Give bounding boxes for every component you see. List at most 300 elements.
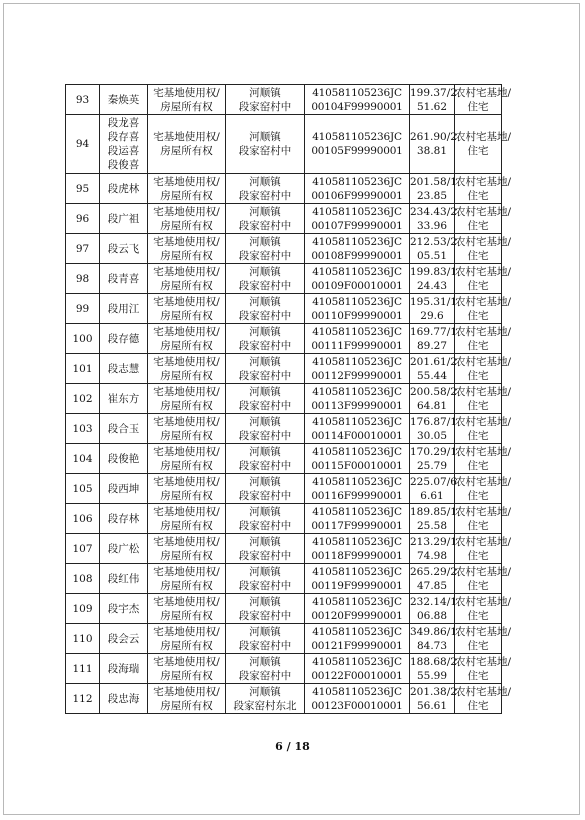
cell-area-line: 25.58 bbox=[416, 519, 448, 532]
cell-location bbox=[226, 564, 305, 594]
cell-owner-name-line: 段云飞 bbox=[107, 242, 140, 255]
cell-right-type bbox=[148, 85, 226, 115]
cell-area bbox=[410, 354, 455, 384]
cell-usage-line: 农村宅基地/ bbox=[455, 685, 512, 698]
cell-unit-code bbox=[305, 414, 410, 444]
table-row bbox=[66, 384, 502, 414]
cell-area bbox=[410, 234, 455, 264]
cell-area-line: 30.05 bbox=[416, 429, 448, 442]
cell-area-line: 199.83/1 bbox=[410, 265, 457, 278]
cell-unit-code bbox=[305, 85, 410, 115]
cell-area-line: 199.37/2 bbox=[410, 86, 457, 99]
cell-area bbox=[410, 444, 455, 474]
cell-right-type-line: 房屋所有权 bbox=[160, 609, 213, 622]
cell-unit-code-line: 00104F99990001 bbox=[311, 100, 403, 113]
cell-right-type-line: 房屋所有权 bbox=[160, 279, 213, 292]
cell-number: 100 bbox=[66, 324, 100, 354]
cell-location bbox=[226, 85, 305, 115]
cell-right-type bbox=[148, 624, 226, 654]
cell-right-type-line: 房屋所有权 bbox=[160, 189, 213, 202]
cell-owner-name bbox=[100, 234, 148, 264]
cell-usage-line: 农村宅基地/ bbox=[455, 595, 512, 608]
cell-usage-line: 农村宅基地/ bbox=[455, 535, 512, 548]
cell-area bbox=[410, 204, 455, 234]
cell-location-line: 河顺镇 bbox=[249, 625, 281, 638]
cell-area-line: 23.85 bbox=[416, 189, 448, 202]
cell-area bbox=[410, 684, 455, 714]
cell-number: 96 bbox=[66, 204, 100, 234]
cell-usage-line: 农村宅基地/ bbox=[455, 625, 512, 638]
cell-right-type-line: 宅基地使用权/ bbox=[153, 86, 220, 99]
cell-location-line: 河顺镇 bbox=[249, 86, 281, 99]
cell-right-type bbox=[148, 594, 226, 624]
cell-area bbox=[410, 174, 455, 204]
cell-area-line: 05.51 bbox=[416, 249, 448, 262]
cell-usage bbox=[455, 624, 512, 654]
cell-right-type-line: 宅基地使用权/ bbox=[153, 265, 220, 278]
cell-usage-line: 住宅 bbox=[467, 339, 489, 352]
cell-right-type-line: 房屋所有权 bbox=[160, 519, 213, 532]
cell-right-type-line: 房屋所有权 bbox=[160, 639, 213, 652]
cell-right-type bbox=[148, 264, 226, 294]
cell-unit-code bbox=[305, 444, 410, 474]
cell-unit-code bbox=[305, 504, 410, 534]
cell-right-type-line: 宅基地使用权/ bbox=[153, 685, 220, 698]
cell-usage-line: 农村宅基地/ bbox=[455, 415, 512, 428]
cell-owner-name-line: 段会云 bbox=[107, 632, 140, 645]
cell-right-type-line: 宅基地使用权/ bbox=[153, 295, 220, 308]
cell-right-type-line: 房屋所有权 bbox=[160, 429, 213, 442]
cell-unit-code-line: 00120F99990001 bbox=[311, 609, 403, 622]
cell-usage bbox=[455, 234, 512, 264]
cell-owner-name-line: 段运喜 bbox=[107, 145, 140, 157]
cell-location bbox=[226, 174, 305, 204]
cell-usage-line: 住宅 bbox=[467, 639, 489, 652]
cell-unit-code-line: 00105F99990001 bbox=[311, 145, 403, 157]
cell-area-line: 47.85 bbox=[416, 579, 448, 592]
cell-usage bbox=[455, 204, 512, 234]
cell-location bbox=[226, 414, 305, 444]
cell-right-type bbox=[148, 444, 226, 474]
cell-right-type-line: 宅基地使用权/ bbox=[153, 355, 220, 368]
cell-right-type bbox=[148, 384, 226, 414]
table-row bbox=[66, 534, 502, 564]
cell-right-type-line: 宅基地使用权/ bbox=[153, 325, 220, 338]
cell-unit-code-line: 410581105236JC bbox=[312, 565, 402, 578]
cell-usage-line: 农村宅基地/ bbox=[455, 655, 512, 668]
cell-right-type-line: 房屋所有权 bbox=[160, 309, 213, 322]
cell-location-line: 河顺镇 bbox=[249, 415, 281, 428]
cell-owner-name-line: 段红伟 bbox=[107, 572, 140, 585]
cell-right-type-line: 房屋所有权 bbox=[160, 459, 213, 472]
cell-usage-line: 农村宅基地/ bbox=[455, 385, 512, 398]
cell-unit-code-line: 410581105236JC bbox=[312, 685, 402, 698]
cell-owner-name-line: 段志慧 bbox=[107, 362, 140, 375]
table-row bbox=[66, 594, 502, 624]
cell-unit-code bbox=[305, 264, 410, 294]
cell-usage-line: 农村宅基地/ bbox=[455, 355, 512, 368]
cell-unit-code bbox=[305, 534, 410, 564]
cell-location-line: 段家窑村中 bbox=[238, 669, 292, 682]
cell-owner-name bbox=[100, 324, 148, 354]
cell-location-line: 河顺镇 bbox=[249, 445, 281, 458]
cell-location-line: 河顺镇 bbox=[249, 535, 281, 548]
cell-usage bbox=[455, 384, 512, 414]
cell-owner-name bbox=[100, 384, 148, 414]
cell-area-line: 189.85/1 bbox=[410, 505, 457, 518]
property-register-table bbox=[65, 84, 512, 714]
cell-unit-code bbox=[305, 234, 410, 264]
cell-area-line: 06.88 bbox=[416, 609, 448, 622]
cell-number: 102 bbox=[66, 384, 100, 414]
cell-number: 109 bbox=[66, 594, 100, 624]
cell-usage-line: 住宅 bbox=[467, 145, 489, 157]
cell-number: 104 bbox=[66, 444, 100, 474]
cell-location bbox=[226, 654, 305, 684]
cell-usage bbox=[455, 474, 512, 504]
cell-number: 95 bbox=[66, 174, 100, 204]
cell-area bbox=[410, 85, 455, 115]
cell-location bbox=[226, 684, 305, 714]
cell-unit-code-line: 410581105236JC bbox=[312, 415, 402, 428]
cell-area bbox=[410, 534, 455, 564]
cell-right-type bbox=[148, 684, 226, 714]
cell-unit-code-line: 410581105236JC bbox=[312, 205, 402, 218]
cell-owner-name-line: 段存德 bbox=[107, 332, 140, 345]
cell-owner-name bbox=[100, 264, 148, 294]
table-row bbox=[66, 264, 502, 294]
cell-area-line: 24.43 bbox=[416, 279, 448, 292]
cell-area-line: 234.43/2 bbox=[410, 205, 457, 218]
cell-location-line: 段家窑村中 bbox=[238, 459, 292, 472]
cell-unit-code-line: 410581105236JC bbox=[312, 86, 402, 99]
cell-location bbox=[226, 204, 305, 234]
cell-area bbox=[410, 324, 455, 354]
cell-usage bbox=[455, 564, 512, 594]
cell-right-type bbox=[148, 324, 226, 354]
cell-unit-code-line: 00114F00010001 bbox=[311, 429, 403, 442]
cell-location-line: 段家窑村东北 bbox=[233, 699, 297, 712]
cell-usage bbox=[455, 294, 512, 324]
cell-owner-name bbox=[100, 474, 148, 504]
cell-location bbox=[226, 594, 305, 624]
cell-unit-code bbox=[305, 204, 410, 234]
cell-location-line: 段家窑村中 bbox=[238, 249, 292, 262]
cell-owner-name bbox=[100, 624, 148, 654]
table-row bbox=[66, 115, 502, 174]
cell-usage-line: 农村宅基地/ bbox=[455, 131, 512, 143]
cell-usage-line: 住宅 bbox=[467, 669, 489, 682]
cell-unit-code-line: 410581105236JC bbox=[312, 265, 402, 278]
cell-location-line: 段家窑村中 bbox=[238, 639, 292, 652]
cell-number: 108 bbox=[66, 564, 100, 594]
cell-area-line: 89.27 bbox=[416, 339, 448, 352]
table-row bbox=[66, 444, 502, 474]
page-number: 6 / 18 bbox=[275, 740, 310, 753]
cell-location-line: 段家窑村中 bbox=[238, 189, 292, 202]
cell-area-line: 25.79 bbox=[416, 459, 448, 472]
cell-location bbox=[226, 234, 305, 264]
cell-right-type-line: 宅基地使用权/ bbox=[153, 385, 220, 398]
cell-location-line: 河顺镇 bbox=[249, 175, 281, 188]
cell-unit-code-line: 410581105236JC bbox=[312, 175, 402, 188]
cell-area-line: 212.53/2 bbox=[410, 235, 457, 248]
cell-area-line: 188.68/2 bbox=[410, 655, 457, 668]
cell-area-line: 195.31/1 bbox=[410, 295, 457, 308]
cell-area-line: 232.14/1 bbox=[410, 595, 457, 608]
cell-owner-name-line: 段广祖 bbox=[107, 212, 140, 225]
cell-usage-line: 农村宅基地/ bbox=[455, 235, 512, 248]
cell-number: 105 bbox=[66, 474, 100, 504]
table-row bbox=[66, 474, 502, 504]
cell-area-line: 29.6 bbox=[420, 309, 444, 322]
cell-unit-code-line: 410581105236JC bbox=[312, 535, 402, 548]
cell-owner-name-line: 段合玉 bbox=[107, 422, 140, 435]
cell-usage-line: 住宅 bbox=[467, 219, 489, 232]
cell-right-type bbox=[148, 474, 226, 504]
cell-unit-code bbox=[305, 354, 410, 384]
cell-owner-name bbox=[100, 654, 148, 684]
cell-location bbox=[226, 444, 305, 474]
cell-usage-line: 住宅 bbox=[467, 429, 489, 442]
cell-usage-line: 住宅 bbox=[467, 279, 489, 292]
cell-unit-code bbox=[305, 594, 410, 624]
cell-owner-name-line: 秦焕英 bbox=[107, 93, 140, 106]
cell-right-type-line: 房屋所有权 bbox=[160, 100, 213, 113]
cell-right-type-line: 房屋所有权 bbox=[160, 219, 213, 232]
cell-area bbox=[410, 115, 455, 174]
cell-location-line: 河顺镇 bbox=[249, 685, 281, 698]
cell-area-line: 170.29/1 bbox=[410, 445, 457, 458]
cell-location-line: 段家窑村中 bbox=[238, 489, 292, 502]
cell-usage-line: 住宅 bbox=[467, 249, 489, 262]
cell-location-line: 段家窑村中 bbox=[238, 309, 292, 322]
cell-number: 93 bbox=[66, 85, 100, 115]
cell-right-type-line: 宅基地使用权/ bbox=[153, 131, 220, 143]
cell-usage bbox=[455, 594, 512, 624]
table-body bbox=[66, 85, 512, 714]
cell-usage-line: 农村宅基地/ bbox=[455, 505, 512, 518]
cell-usage-line: 住宅 bbox=[467, 189, 489, 202]
cell-owner-name bbox=[100, 414, 148, 444]
cell-location bbox=[226, 294, 305, 324]
cell-owner-name bbox=[100, 504, 148, 534]
cell-right-type bbox=[148, 354, 226, 384]
cell-unit-code-line: 00112F99990001 bbox=[311, 369, 403, 382]
cell-owner-name-line: 段用江 bbox=[107, 302, 140, 315]
table-row bbox=[66, 204, 502, 234]
cell-right-type-line: 宅基地使用权/ bbox=[153, 625, 220, 638]
cell-location-line: 段家窑村中 bbox=[238, 219, 292, 232]
cell-right-type bbox=[148, 204, 226, 234]
table-row bbox=[66, 414, 502, 444]
cell-location-line: 河顺镇 bbox=[249, 505, 281, 518]
cell-right-type bbox=[148, 115, 226, 174]
cell-right-type bbox=[148, 504, 226, 534]
cell-usage bbox=[455, 264, 512, 294]
cell-right-type-line: 宅基地使用权/ bbox=[153, 655, 220, 668]
cell-area bbox=[410, 654, 455, 684]
table-row bbox=[66, 684, 502, 714]
cell-location bbox=[226, 474, 305, 504]
cell-unit-code bbox=[305, 324, 410, 354]
cell-owner-name bbox=[100, 294, 148, 324]
cell-location-line: 段家窑村中 bbox=[238, 339, 292, 352]
cell-number: 103 bbox=[66, 414, 100, 444]
cell-right-type-line: 宅基地使用权/ bbox=[153, 445, 220, 458]
cell-right-type-line: 房屋所有权 bbox=[160, 549, 213, 562]
cell-location-line: 河顺镇 bbox=[249, 205, 281, 218]
cell-number: 99 bbox=[66, 294, 100, 324]
cell-unit-code-line: 00122F00010001 bbox=[311, 669, 403, 682]
cell-usage-line: 农村宅基地/ bbox=[455, 565, 512, 578]
cell-area bbox=[410, 384, 455, 414]
cell-location-line: 段家窑村中 bbox=[238, 279, 292, 292]
cell-location-line: 段家窑村中 bbox=[238, 549, 292, 562]
cell-location bbox=[226, 354, 305, 384]
cell-area-line: 55.99 bbox=[416, 669, 448, 682]
cell-owner-name bbox=[100, 684, 148, 714]
cell-unit-code-line: 410581105236JC bbox=[312, 595, 402, 608]
cell-unit-code-line: 00113F99990001 bbox=[311, 399, 403, 412]
cell-location-line: 段家窑村中 bbox=[238, 399, 292, 412]
cell-number: 98 bbox=[66, 264, 100, 294]
cell-location bbox=[226, 504, 305, 534]
cell-unit-code-line: 410581105236JC bbox=[312, 625, 402, 638]
cell-usage-line: 住宅 bbox=[467, 609, 489, 622]
cell-unit-code bbox=[305, 474, 410, 504]
cell-owner-name-line: 段龙喜 bbox=[107, 117, 140, 129]
cell-number: 94 bbox=[66, 115, 100, 174]
cell-unit-code-line: 00123F00010001 bbox=[311, 699, 403, 712]
cell-owner-name bbox=[100, 444, 148, 474]
cell-location-line: 段家窑村中 bbox=[238, 519, 292, 532]
cell-unit-code-line: 410581105236JC bbox=[312, 355, 402, 368]
cell-area bbox=[410, 294, 455, 324]
cell-location-line: 河顺镇 bbox=[249, 385, 281, 398]
cell-usage-line: 农村宅基地/ bbox=[455, 265, 512, 278]
cell-area-line: 200.58/2 bbox=[410, 385, 457, 398]
cell-area-line: 74.98 bbox=[416, 549, 448, 562]
cell-right-type-line: 房屋所有权 bbox=[160, 579, 213, 592]
cell-owner-name bbox=[100, 204, 148, 234]
cell-location-line: 河顺镇 bbox=[249, 565, 281, 578]
cell-unit-code-line: 410581105236JC bbox=[312, 475, 402, 488]
cell-unit-code-line: 410581105236JC bbox=[312, 325, 402, 338]
cell-unit-code-line: 410581105236JC bbox=[312, 385, 402, 398]
cell-unit-code-line: 00115F00010001 bbox=[311, 459, 403, 472]
cell-area-line: 213.29/1 bbox=[410, 535, 457, 548]
cell-usage-line: 住宅 bbox=[467, 459, 489, 472]
cell-right-type-line: 宅基地使用权/ bbox=[153, 235, 220, 248]
cell-usage bbox=[455, 174, 512, 204]
cell-area bbox=[410, 414, 455, 444]
cell-right-type-line: 房屋所有权 bbox=[160, 399, 213, 412]
cell-location-line: 段家窑村中 bbox=[238, 369, 292, 382]
cell-area bbox=[410, 594, 455, 624]
cell-owner-name-line: 段宇杰 bbox=[107, 602, 140, 615]
cell-owner-name-line: 段海瑞 bbox=[107, 662, 140, 675]
cell-area-line: 51.62 bbox=[416, 100, 448, 113]
cell-unit-code-line: 00111F99990001 bbox=[311, 339, 403, 352]
cell-owner-name bbox=[100, 85, 148, 115]
cell-unit-code bbox=[305, 624, 410, 654]
cell-location bbox=[226, 264, 305, 294]
cell-unit-code bbox=[305, 684, 410, 714]
cell-owner-name-line: 段俊喜 bbox=[107, 159, 140, 171]
cell-unit-code-line: 00117F99990001 bbox=[311, 519, 403, 532]
cell-right-type-line: 房屋所有权 bbox=[160, 489, 213, 502]
cell-usage-line: 农村宅基地/ bbox=[455, 175, 512, 188]
cell-owner-name-line: 段西坤 bbox=[107, 482, 140, 495]
cell-owner-name-line: 段虎林 bbox=[107, 182, 140, 195]
cell-right-type bbox=[148, 564, 226, 594]
cell-number: 112 bbox=[66, 684, 100, 714]
cell-usage-line: 农村宅基地/ bbox=[455, 445, 512, 458]
cell-location-line: 河顺镇 bbox=[249, 235, 281, 248]
cell-usage-line: 住宅 bbox=[467, 699, 489, 712]
cell-number: 97 bbox=[66, 234, 100, 264]
cell-right-type bbox=[148, 234, 226, 264]
cell-right-type-line: 房屋所有权 bbox=[160, 369, 213, 382]
cell-unit-code-line: 00109F00010001 bbox=[311, 279, 403, 292]
cell-area-line: 261.90/2 bbox=[410, 131, 457, 143]
cell-usage-line: 住宅 bbox=[467, 519, 489, 532]
cell-area-line: 84.73 bbox=[416, 639, 448, 652]
cell-owner-name bbox=[100, 115, 148, 174]
cell-number: 106 bbox=[66, 504, 100, 534]
table-row bbox=[66, 354, 502, 384]
cell-usage-line: 住宅 bbox=[467, 489, 489, 502]
cell-unit-code-line: 410581105236JC bbox=[312, 655, 402, 668]
cell-number: 110 bbox=[66, 624, 100, 654]
cell-usage bbox=[455, 504, 512, 534]
cell-usage-line: 住宅 bbox=[467, 369, 489, 382]
cell-location bbox=[226, 534, 305, 564]
cell-owner-name-line: 崔东方 bbox=[107, 392, 140, 405]
cell-location-line: 段家窑村中 bbox=[238, 100, 292, 113]
table-row bbox=[66, 654, 502, 684]
table-row bbox=[66, 564, 502, 594]
cell-area-line: 201.58/1 bbox=[410, 175, 457, 188]
cell-usage bbox=[455, 85, 512, 115]
cell-unit-code-line: 00110F99990001 bbox=[311, 309, 403, 322]
cell-right-type bbox=[148, 654, 226, 684]
cell-area bbox=[410, 624, 455, 654]
cell-area bbox=[410, 264, 455, 294]
cell-owner-name-line: 段俊艳 bbox=[107, 452, 140, 465]
cell-unit-code-line: 00119F99990001 bbox=[311, 579, 403, 592]
table-row bbox=[66, 624, 502, 654]
cell-unit-code bbox=[305, 384, 410, 414]
cell-usage-line: 农村宅基地/ bbox=[455, 86, 512, 99]
cell-usage-line: 住宅 bbox=[467, 579, 489, 592]
cell-area bbox=[410, 564, 455, 594]
cell-location-line: 段家窑村中 bbox=[238, 609, 292, 622]
cell-usage bbox=[455, 354, 512, 384]
cell-usage bbox=[455, 684, 512, 714]
cell-owner-name bbox=[100, 354, 148, 384]
cell-location-line: 段家窑村中 bbox=[238, 579, 292, 592]
cell-right-type bbox=[148, 294, 226, 324]
table-row bbox=[66, 324, 502, 354]
cell-location bbox=[226, 384, 305, 414]
cell-location-line: 河顺镇 bbox=[249, 265, 281, 278]
cell-unit-code bbox=[305, 294, 410, 324]
cell-location bbox=[226, 115, 305, 174]
cell-location-line: 段家窑村中 bbox=[238, 429, 292, 442]
cell-location-line: 河顺镇 bbox=[249, 595, 281, 608]
